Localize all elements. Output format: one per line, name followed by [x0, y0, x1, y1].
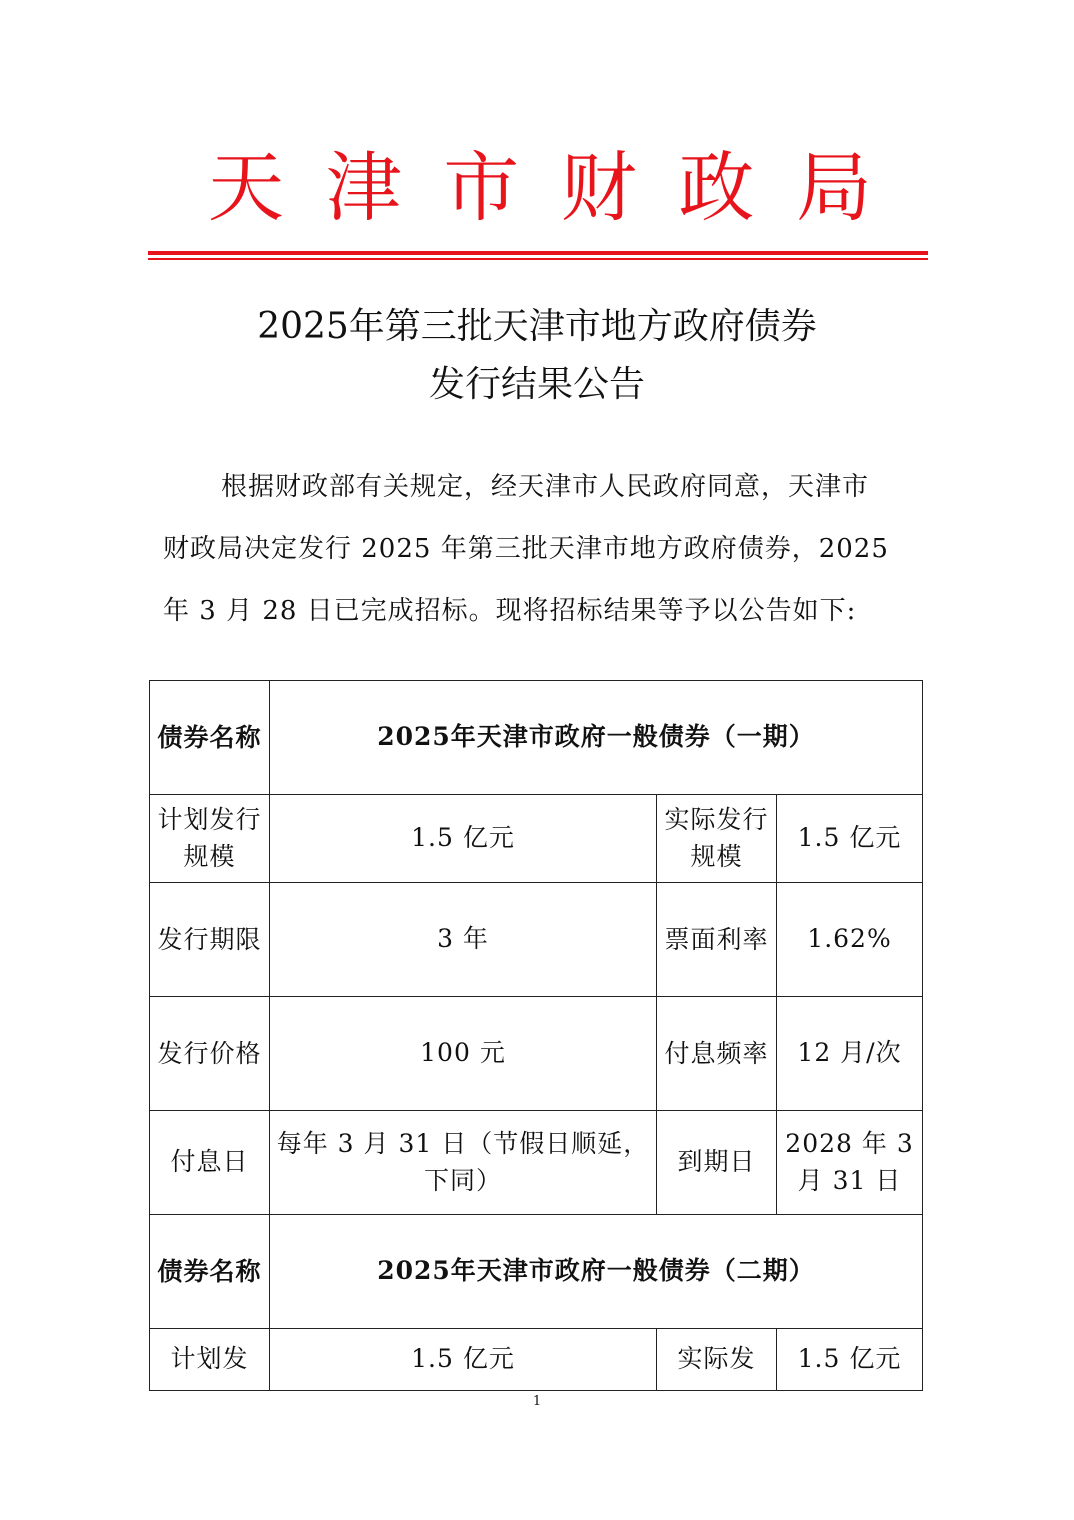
- term-value: 3 年: [270, 883, 657, 997]
- table-row: [150, 681, 923, 795]
- maturity-value: 2028 年 3 月 31 日: [777, 1111, 923, 1215]
- bond-name-label: 债券名称: [150, 1215, 270, 1329]
- price-label: 发行价格: [150, 997, 270, 1111]
- actual-size-value: 1.5 亿元: [777, 795, 923, 883]
- frequency-label: 付息频率: [657, 997, 777, 1111]
- table-row: [150, 1215, 923, 1329]
- table-row: [150, 1111, 923, 1215]
- table-row: [150, 1329, 923, 1391]
- planned-size-label: 计划发行规模: [150, 795, 270, 883]
- planned-size-label: 计划发: [150, 1329, 270, 1391]
- planned-size-value: 1.5 亿元: [270, 1329, 657, 1391]
- bond-name: 2025年天津市政府一般债券（二期）: [270, 1215, 923, 1329]
- letterhead-divider-thick: [148, 251, 928, 255]
- table-row: [150, 997, 923, 1111]
- letterhead-divider-thin: [148, 258, 928, 260]
- coupon-value: 1.62%: [777, 883, 923, 997]
- maturity-label: 到期日: [657, 1111, 777, 1215]
- table-row: [150, 795, 923, 883]
- term-label: 发行期限: [150, 883, 270, 997]
- actual-size-label: 实际发行规模: [657, 795, 777, 883]
- letterhead-char: 天: [208, 143, 284, 232]
- letterhead-char: 政: [678, 143, 755, 232]
- letterhead: [150, 138, 930, 238]
- document-title-line1: 2025年第三批天津市地方政府债券: [257, 306, 817, 347]
- table-row: [150, 883, 923, 997]
- frequency-value: 12 月/次: [777, 997, 923, 1111]
- intro-paragraph: [163, 456, 913, 642]
- payment-date-value: 每年 3 月 31 日（节假日顺延，下同）: [270, 1111, 657, 1215]
- bond-results-table: [149, 680, 923, 1391]
- intro-line: 根据财政部有关规定，经天津市人民政府同意，天津市: [221, 472, 870, 502]
- letterhead-char: 财: [560, 143, 637, 232]
- actual-size-value: 1.5 亿元: [777, 1329, 923, 1391]
- price-value: 100 元: [270, 997, 657, 1111]
- payment-date-label: 付息日: [150, 1111, 270, 1215]
- letterhead-char: 局: [795, 143, 872, 232]
- planned-size-value: 1.5 亿元: [270, 795, 657, 883]
- letterhead-char: 市: [443, 143, 520, 232]
- intro-line: 年 3 月 28 日已完成招标。现将招标结果等予以公告如下:: [163, 596, 857, 626]
- bond-name-label: 债券名称: [150, 681, 270, 795]
- letterhead-char: 津: [325, 143, 402, 232]
- document-title-line2: 发行结果公告: [428, 364, 645, 405]
- intro-line: 财政局决定发行 2025 年第三批天津市地方政府债券，2025: [163, 534, 889, 564]
- coupon-label: 票面利率: [657, 883, 777, 997]
- actual-size-label: 实际发: [657, 1329, 777, 1391]
- page-number: 1: [532, 1394, 542, 1409]
- bond-name: 2025年天津市政府一般债券（一期）: [270, 681, 923, 795]
